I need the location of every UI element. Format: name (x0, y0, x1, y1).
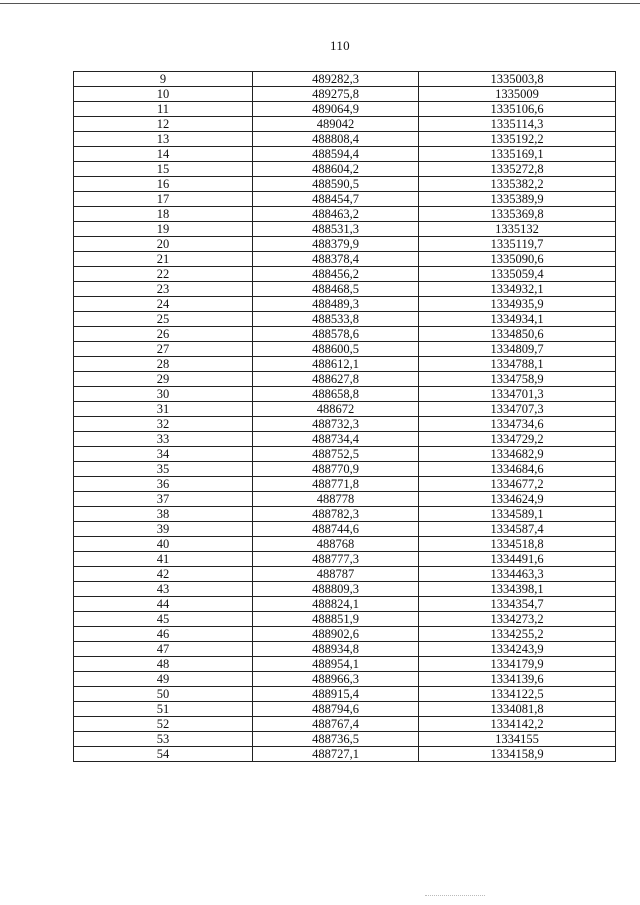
y-coordinate-cell: 1334122,5 (419, 687, 616, 702)
y-coordinate-cell: 1335114,3 (419, 117, 616, 132)
point-number-cell: 48 (74, 657, 253, 672)
x-coordinate-cell: 488915,4 (253, 687, 419, 702)
table-row (74, 477, 616, 492)
table-row (74, 732, 616, 747)
table-row (74, 177, 616, 192)
table-row (74, 222, 616, 237)
point-number-cell: 17 (74, 192, 253, 207)
table-row (74, 627, 616, 642)
x-coordinate-cell: 488463,2 (253, 207, 419, 222)
point-number-cell: 40 (74, 537, 253, 552)
point-number-cell: 27 (74, 342, 253, 357)
table-row (74, 537, 616, 552)
x-coordinate-cell: 488770,9 (253, 462, 419, 477)
table-row (74, 612, 616, 627)
table-row (74, 267, 616, 282)
point-number-cell: 24 (74, 297, 253, 312)
y-coordinate-cell: 1335389,9 (419, 192, 616, 207)
point-number-cell: 21 (74, 252, 253, 267)
point-number-cell: 49 (74, 672, 253, 687)
table-row (74, 687, 616, 702)
table-row (74, 402, 616, 417)
x-coordinate-cell: 488734,4 (253, 432, 419, 447)
point-number-cell: 53 (74, 732, 253, 747)
x-coordinate-cell: 488604,2 (253, 162, 419, 177)
table-row (74, 357, 616, 372)
x-coordinate-cell: 488727,1 (253, 747, 419, 762)
x-coordinate-cell: 488782,3 (253, 507, 419, 522)
point-number-cell: 16 (74, 177, 253, 192)
y-coordinate-cell: 1334932,1 (419, 282, 616, 297)
y-coordinate-cell: 1334243,9 (419, 642, 616, 657)
y-coordinate-cell: 1334707,3 (419, 402, 616, 417)
x-coordinate-cell: 488672 (253, 402, 419, 417)
point-number-cell: 41 (74, 552, 253, 567)
point-number-cell: 18 (74, 207, 253, 222)
x-coordinate-cell: 488808,4 (253, 132, 419, 147)
table-row (74, 717, 616, 732)
x-coordinate-cell: 488777,3 (253, 552, 419, 567)
table-row (74, 747, 616, 762)
x-coordinate-cell: 488752,5 (253, 447, 419, 462)
x-coordinate-cell: 488767,4 (253, 717, 419, 732)
x-coordinate-cell: 488736,5 (253, 732, 419, 747)
point-number-cell: 23 (74, 282, 253, 297)
table-row (74, 72, 616, 87)
x-coordinate-cell: 488578,6 (253, 327, 419, 342)
point-number-cell: 31 (74, 402, 253, 417)
point-number-cell: 33 (74, 432, 253, 447)
table-row (74, 582, 616, 597)
y-coordinate-cell: 1334081,8 (419, 702, 616, 717)
x-coordinate-cell: 488627,8 (253, 372, 419, 387)
point-number-cell: 35 (74, 462, 253, 477)
y-coordinate-cell: 1334463,3 (419, 567, 616, 582)
point-number-cell: 39 (74, 522, 253, 537)
x-coordinate-cell: 488824,1 (253, 597, 419, 612)
point-number-cell: 26 (74, 327, 253, 342)
y-coordinate-cell: 1335106,6 (419, 102, 616, 117)
table-row (74, 132, 616, 147)
table-row (74, 147, 616, 162)
table-row (74, 432, 616, 447)
table-row (74, 297, 616, 312)
x-coordinate-cell: 488600,5 (253, 342, 419, 357)
y-coordinate-cell: 1334850,6 (419, 327, 616, 342)
table-row (74, 507, 616, 522)
y-coordinate-cell: 1334398,1 (419, 582, 616, 597)
coordinates-table-body (74, 72, 616, 762)
x-coordinate-cell: 488658,8 (253, 387, 419, 402)
x-coordinate-cell: 488787 (253, 567, 419, 582)
x-coordinate-cell: 488612,1 (253, 357, 419, 372)
table-row (74, 342, 616, 357)
table-row (74, 672, 616, 687)
table-row (74, 192, 616, 207)
point-number-cell: 29 (74, 372, 253, 387)
point-number-cell: 37 (74, 492, 253, 507)
point-number-cell: 11 (74, 102, 253, 117)
table-row (74, 597, 616, 612)
y-coordinate-cell: 1334179,9 (419, 657, 616, 672)
point-number-cell: 10 (74, 87, 253, 102)
y-coordinate-cell: 1334758,9 (419, 372, 616, 387)
point-number-cell: 51 (74, 702, 253, 717)
x-coordinate-cell: 488851,9 (253, 612, 419, 627)
y-coordinate-cell: 1335119,7 (419, 237, 616, 252)
y-coordinate-cell: 1335090,6 (419, 252, 616, 267)
point-number-cell: 20 (74, 237, 253, 252)
y-coordinate-cell: 1334158,9 (419, 747, 616, 762)
point-number-cell: 30 (74, 387, 253, 402)
y-coordinate-cell: 1334491,6 (419, 552, 616, 567)
point-number-cell: 13 (74, 132, 253, 147)
x-coordinate-cell: 489275,8 (253, 87, 419, 102)
point-number-cell: 32 (74, 417, 253, 432)
table-row (74, 102, 616, 117)
point-number-cell: 36 (74, 477, 253, 492)
x-coordinate-cell: 489064,9 (253, 102, 419, 117)
x-coordinate-cell: 488732,3 (253, 417, 419, 432)
table-row (74, 162, 616, 177)
y-coordinate-cell: 1334255,2 (419, 627, 616, 642)
table-row (74, 417, 616, 432)
table-row (74, 237, 616, 252)
point-number-cell: 52 (74, 717, 253, 732)
point-number-cell: 44 (74, 597, 253, 612)
scan-artifact (425, 895, 485, 896)
point-number-cell: 19 (74, 222, 253, 237)
top-edge-rule (0, 3, 640, 4)
x-coordinate-cell: 488489,3 (253, 297, 419, 312)
y-coordinate-cell: 1335192,2 (419, 132, 616, 147)
point-number-cell: 54 (74, 747, 253, 762)
y-coordinate-cell: 1335009 (419, 87, 616, 102)
coordinates-table (73, 71, 616, 762)
x-coordinate-cell: 488768 (253, 537, 419, 552)
table-row (74, 567, 616, 582)
y-coordinate-cell: 1334677,2 (419, 477, 616, 492)
x-coordinate-cell: 488809,3 (253, 582, 419, 597)
point-number-cell: 25 (74, 312, 253, 327)
page-number: 110 (330, 38, 350, 53)
y-coordinate-cell: 1334701,3 (419, 387, 616, 402)
x-coordinate-cell: 488902,6 (253, 627, 419, 642)
point-number-cell: 38 (74, 507, 253, 522)
y-coordinate-cell: 1334788,1 (419, 357, 616, 372)
table-row (74, 522, 616, 537)
y-coordinate-cell: 1335003,8 (419, 72, 616, 87)
x-coordinate-cell: 488778 (253, 492, 419, 507)
y-coordinate-cell: 1334273,2 (419, 612, 616, 627)
y-coordinate-cell: 1335382,2 (419, 177, 616, 192)
table-row (74, 87, 616, 102)
x-coordinate-cell: 488744,6 (253, 522, 419, 537)
x-coordinate-cell: 488771,8 (253, 477, 419, 492)
table-row (74, 387, 616, 402)
table-row (74, 492, 616, 507)
y-coordinate-cell: 1335369,8 (419, 207, 616, 222)
table-row (74, 207, 616, 222)
x-coordinate-cell: 488454,7 (253, 192, 419, 207)
y-coordinate-cell: 1334684,6 (419, 462, 616, 477)
y-coordinate-cell: 1334624,9 (419, 492, 616, 507)
point-number-cell: 43 (74, 582, 253, 597)
table-row (74, 702, 616, 717)
x-coordinate-cell: 488966,3 (253, 672, 419, 687)
x-coordinate-cell: 488934,8 (253, 642, 419, 657)
point-number-cell: 34 (74, 447, 253, 462)
table-row (74, 657, 616, 672)
y-coordinate-cell: 1335132 (419, 222, 616, 237)
x-coordinate-cell: 488531,3 (253, 222, 419, 237)
y-coordinate-cell: 1335059,4 (419, 267, 616, 282)
y-coordinate-cell: 1334354,7 (419, 597, 616, 612)
y-coordinate-cell: 1334729,2 (419, 432, 616, 447)
table-row (74, 462, 616, 477)
x-coordinate-cell: 488468,5 (253, 282, 419, 297)
y-coordinate-cell: 1334589,1 (419, 507, 616, 522)
x-coordinate-cell: 488590,5 (253, 177, 419, 192)
y-coordinate-cell: 1334809,7 (419, 342, 616, 357)
table-row (74, 552, 616, 567)
y-coordinate-cell: 1334587,4 (419, 522, 616, 537)
point-number-cell: 42 (74, 567, 253, 582)
point-number-cell: 50 (74, 687, 253, 702)
point-number-cell: 45 (74, 612, 253, 627)
point-number-cell: 12 (74, 117, 253, 132)
point-number-cell: 47 (74, 642, 253, 657)
y-coordinate-cell: 1334155 (419, 732, 616, 747)
y-coordinate-cell: 1334139,6 (419, 672, 616, 687)
y-coordinate-cell: 1334518,8 (419, 537, 616, 552)
y-coordinate-cell: 1334935,9 (419, 297, 616, 312)
point-number-cell: 22 (74, 267, 253, 282)
table-row (74, 252, 616, 267)
x-coordinate-cell: 488378,4 (253, 252, 419, 267)
point-number-cell: 46 (74, 627, 253, 642)
point-number-cell: 14 (74, 147, 253, 162)
y-coordinate-cell: 1334142,2 (419, 717, 616, 732)
x-coordinate-cell: 488594,4 (253, 147, 419, 162)
point-number-cell: 28 (74, 357, 253, 372)
x-coordinate-cell: 488456,2 (253, 267, 419, 282)
x-coordinate-cell: 488533,8 (253, 312, 419, 327)
x-coordinate-cell: 488794,6 (253, 702, 419, 717)
point-number-cell: 15 (74, 162, 253, 177)
table-row (74, 117, 616, 132)
x-coordinate-cell: 489282,3 (253, 72, 419, 87)
y-coordinate-cell: 1334682,9 (419, 447, 616, 462)
x-coordinate-cell: 488379,9 (253, 237, 419, 252)
x-coordinate-cell: 488954,1 (253, 657, 419, 672)
x-coordinate-cell: 489042 (253, 117, 419, 132)
y-coordinate-cell: 1334734,6 (419, 417, 616, 432)
y-coordinate-cell: 1335272,8 (419, 162, 616, 177)
y-coordinate-cell: 1335169,1 (419, 147, 616, 162)
y-coordinate-cell: 1334934,1 (419, 312, 616, 327)
point-number-cell: 9 (74, 72, 253, 87)
table-row (74, 327, 616, 342)
table-row (74, 642, 616, 657)
table-row (74, 447, 616, 462)
table-row (74, 312, 616, 327)
table-row (74, 282, 616, 297)
table-row (74, 372, 616, 387)
